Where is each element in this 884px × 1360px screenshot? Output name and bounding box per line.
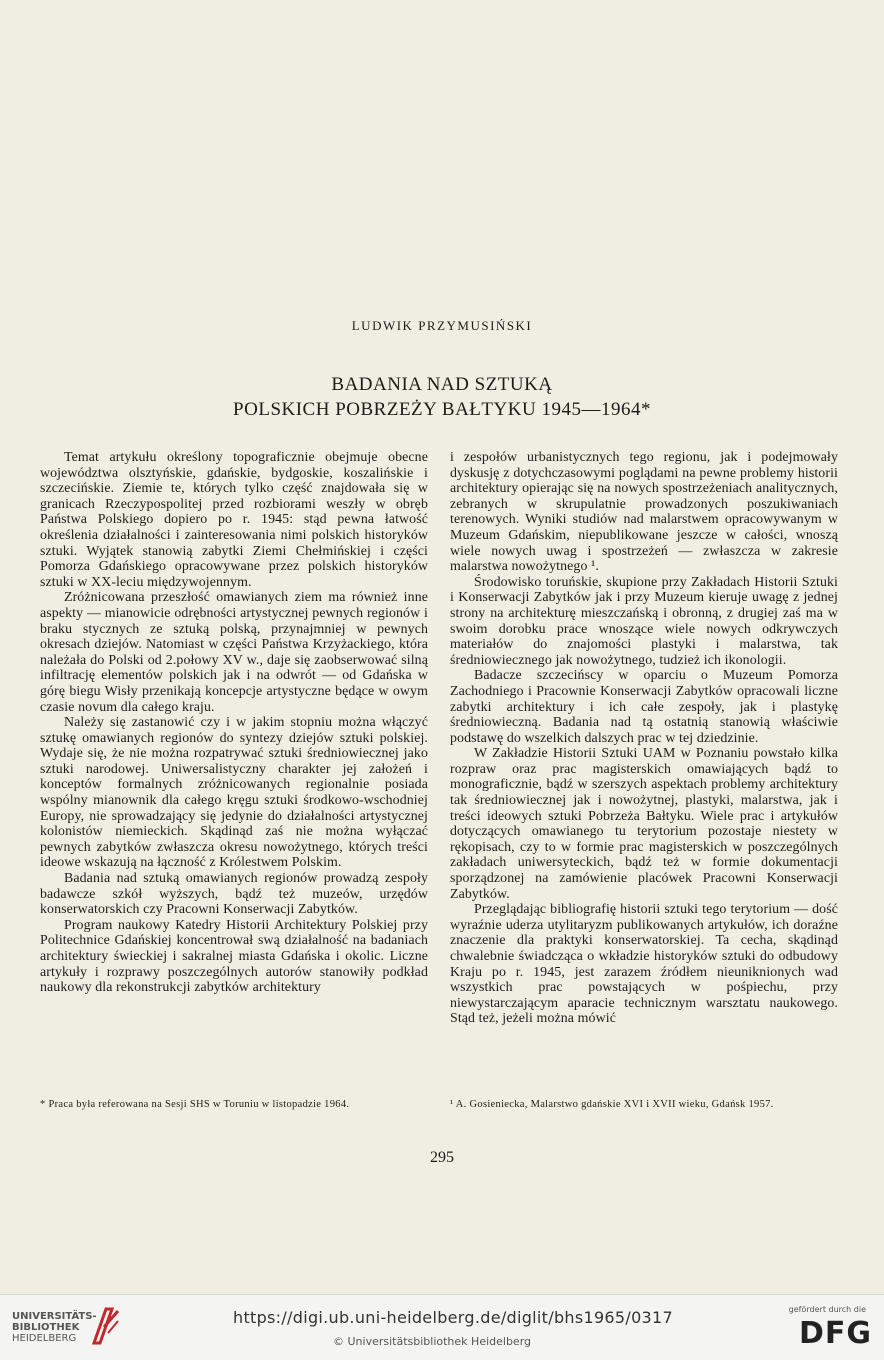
paragraph: Badania nad sztuką omawianych regionów prowadzą zespoły badawcze szkół wyższych, bądź też muzeów, urzędów konserwatorskich czy Pracowni Konserwacji Zabytków. [40,871,428,918]
library-logo-icon [90,1303,122,1347]
library-line-1: UNIVERSITÄTS- [12,1311,97,1322]
title-line-2: POLSKICH POBRZEŻY BAŁTYKU 1945—1964* [233,399,651,420]
library-line-2: BIBLIOTHEK [12,1322,80,1333]
paragraph: W Zakładzie Historii Sztuki UAM w Poznaniu powstało kilka rozpraw oraz prac magisterskich omawiających bądź to monograficznie, bądź w szerszych aspektach problemy architektury tak średniowiecznej jak i nowożytnej, plastyki, malarstwa, jak i treści ideowych sztuki Pobrzeża Bałtyku. Wiele prac i artykułów dotyczących omawianego tu terytorium pozostaje niestety w rękopisach, czy to w formie prac magisterskich w poszczególnych zakładach uniwersyteckich, bądź też w formie dokumentacji sporządzonej na zamówienie placówek Pracowni Konserwacji Zabytków. [450,746,838,902]
footnote-left: * Praca była referowana na Sesji SHS w Toruniu w listopadzie 1964. [40,1099,350,1110]
footnote-right: ¹ A. Gosieniecka, Malarstwo gdańskie XVI i XVII wieku, Gdańsk 1957. [450,1099,774,1110]
paragraph: Zróżnicowana przeszłość omawianych ziem ma również inne aspekty — mianowicie odrębności artystycznej pewnych regionów i braku stycznych ze sztuką polską, przynajmniej w pewnych okresach dziejów. Natomiast w części Państwa Krzyżackiego, która należała do Polski od 2.połowy XV w., daje się zaobserwować silną infiltrację elementów polskich jak i na odwrót — od Gdańska w górę biegu Wisły przenikają koncepcje artystyczne będące w owym czasie novum dla całego kraju. [40,590,428,715]
page-number: 295 [430,1149,454,1166]
dfg-logo[interactable]: DFG [798,1316,872,1351]
paragraph: Program naukowy Katedry Historii Architektury Polskiej przy Politechnice Gdańskiej koncentrował swą działalność na badaniach architektury świeckiej i sakralnej miasta Gdańska i okolic. Liczne artykuły i rozprawy poszczególnych autorów stanowiły podkład naukowy dla rekonstrukcji zabytków architektury [40,917,428,996]
article-title [0,372,884,422]
viewer-footer [0,1294,884,1360]
paragraph: Przeglądając bibliografię historii sztuki tego terytorium — dość wyraźnie uderza utylitaryzm publikowanych artykułów, ich doraźne znaczenie dla praktyki konserwatorskiej. Ta cecha, skądinąd chwalebnie świadcząca o wkładzie historyków sztuki do odbudowy Kraju po r. 1945, jest zarazem źródłem nieuniknionych wad wszystkich prac powstających w pośpiechu, przy niewystarczającym aparacie technicznym warsztatu naukowego. Stąd też, jeżeli można mówić [450,902,838,1027]
library-logo-text[interactable] [12,1311,97,1344]
paragraph: Temat artykułu określony topograficznie obejmuje obecne województwa olsztyńskie, gdańskie, bydgoskie, koszalińskie i szczecińskie. Ziemie te, których tylko część znajdowała się w granicach Rzeczypospolitej przed rozbiorami weszły w obręb Państwa Polskiego dopiero po r. 1945: stąd pewna łatwość określenia działalności i zainteresowania nimi polskich historyków sztuki. Wyjątek stanowią zabytki Ziemi Chełmińskiej i części Pomorza Gdańskiego opracowywane przez polskich historyków sztuki w XX-leciu międzywojennym. [40,450,428,590]
title-line-1: BADANIA NAD SZTUKĄ [331,374,553,395]
right-column [450,450,838,1027]
library-line-3: HEIDELBERG [12,1333,77,1344]
paragraph: Należy się zastanowić czy i w jakim stopniu można włączyć sztukę omawianych regionów do syntezy dziejów sztuki polskiej. Wydaje się, że nie można rozpatrywać sztuki średniowiecznej jako sztuki narodowej. Uniwersalistyczny charakter jej założeń i konceptów formalnych zróżnicowanych regionalnie posiada wspólny mianownik dla całego kręgu sztuki środkowo-wschodniej Europy, nie sprowadzający się jedynie do działalności artystycznej kolonistów niemieckich. Skądinąd zaś nie można wyłączać pewnych zabytków zwłaszcza okresu nowożytnego, których treści ideowe wskazują na łączność z Królestwem Polskim. [40,715,428,871]
left-column [40,450,428,996]
funded-by-label: gefördert durch die [788,1305,866,1314]
page-url-link[interactable]: https://digi.ub.uni-heidelberg.de/diglit/bhs1965/0317 [233,1308,674,1327]
copyright-text: © Universitätsbibliothek Heidelberg [333,1335,532,1348]
paragraph: i zespołów urbanistycznych tego regionu, jak i podejmowały dyskusję z dotychczasowymi poglądami na pewne problemy historii architektury opierając się na nowych spostrzeżeniach analitycznych, zebranych w skrupulatnie prowadzonych poszukiwaniach terenowych. Wyniki studiów nad malarstwem opracowywanym w Muzeum Gdańskim, niepublikowane jeszcze w całości, wnoszą wiele nowych uwag i spostrzeżeń — zwłaszcza w zakresie malarstwa nowożytnego ¹. [450,450,838,575]
author-name: LUDWIK PRZYMUSIŃSKI [351,318,533,333]
paragraph: Badacze szczecińscy w oparciu o Muzeum Pomorza Zachodniego i Pracownie Konserwacji Zabytków opracowali liczne zabytki architektury i ich całe zespoły, jak i plastykę średniowieczną. Badania nad tą ostatnią stanowią właściwie podstawę do wszelkich dalszych prac w tej dziedzinie. [450,668,838,746]
paragraph: Środowisko toruńskie, skupione przy Zakładach Historii Sztuki i Konserwacji Zabytków jak i przy Muzeum kieruje uwagę z jednej strony na architekturę mieszczańską i obronną, z drugiej zaś ma w swoim dorobku prace wnoszące wiele nowych odkrywczych materiałów do znajomości plastyki i malarstwa, tak średniowiecznego jak nowożytnego, tudzież ich ikonologii. [450,574,838,668]
